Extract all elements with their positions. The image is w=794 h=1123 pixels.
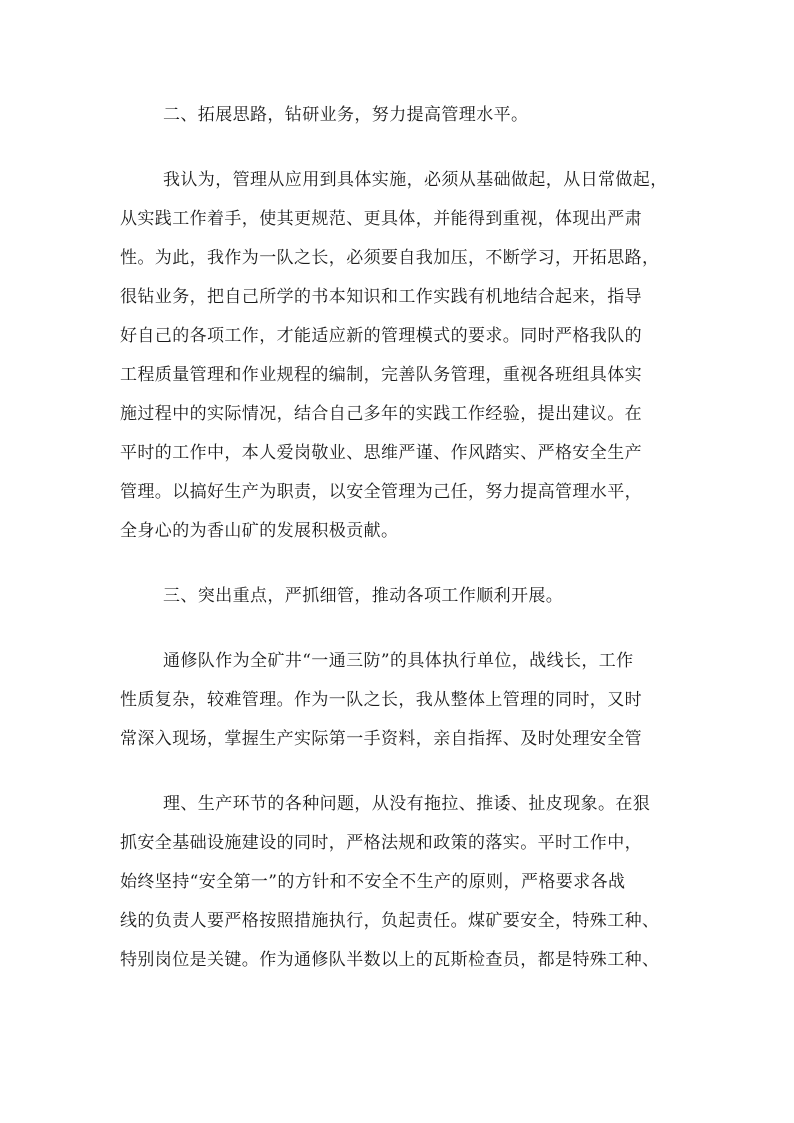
- paragraph-line: 特别岗位是关键。作为通修队半数以上的瓦斯检查员，都是特殊工种、: [120, 950, 660, 970]
- paragraph-line: 始终坚持“安全第一”的方针和不安全不生产的原则，严格要求各战: [120, 872, 626, 892]
- paragraph-line: 抓安全基础设施建设的同时，严格法规和政策的落实。平时工作中，: [120, 833, 642, 853]
- section-heading-3: 三、突出重点，严抓细管，推动各项工作顺利开展。: [163, 586, 564, 606]
- paragraph-line: 全身心的为香山矿的发展积极贡献。: [120, 521, 399, 541]
- paragraph-line: 施过程中的实际情况，结合自己多年的实践工作经验，提出建议。在: [120, 404, 642, 424]
- paragraph-line: 通修队作为全矿井“一通三防”的具体执行单位，战线长，工作: [163, 651, 634, 671]
- paragraph-line: 理、生产环节的各种问题，从没有拖拉、推诿、扯皮现象。在狠: [163, 794, 651, 814]
- paragraph-line: 很钻业务，把自己所学的书本知识和工作实践有机地结合起来，指导: [120, 287, 642, 307]
- paragraph-line: 好自己的各项工作，才能适应新的管理模式的要求。同时严格我队的: [120, 326, 642, 346]
- paragraph-line: 性。为此，我作为一队之长，必须要自我加压，不断学习，开拓思路，: [120, 248, 660, 268]
- paragraph-line: 管理。以搞好生产为职责，以安全管理为己任，努力提高管理水平，: [120, 482, 642, 502]
- paragraph-line: 性质复杂，较难管理。作为一队之长，我从整体上管理的同时，又时: [120, 690, 642, 710]
- paragraph-line: 从实践工作着手，使其更规范、更具体，并能得到重视，体现出严肃: [120, 209, 642, 229]
- paragraph-line: 工程质量管理和作业规程的编制，完善队务管理，重视各班组具体实: [120, 365, 642, 385]
- paragraph-line: 我认为，管理从应用到具体实施，必须从基础做起，从日常做起，: [163, 170, 668, 190]
- paragraph-line: 线的负责人要严格按照措施执行，负起责任。煤矿要安全，特殊工种、: [120, 911, 660, 931]
- paragraph-line: 常深入现场，掌握生产实际第一手资料，亲自指挥、及时处理安全管: [120, 729, 642, 749]
- section-heading-2: 二、拓展思路，钻研业务，努力提高管理水平。: [163, 105, 529, 125]
- paragraph-line: 平时的工作中，本人爱岗敬业、思维严谨、作风踏实、严格安全生产: [120, 443, 642, 463]
